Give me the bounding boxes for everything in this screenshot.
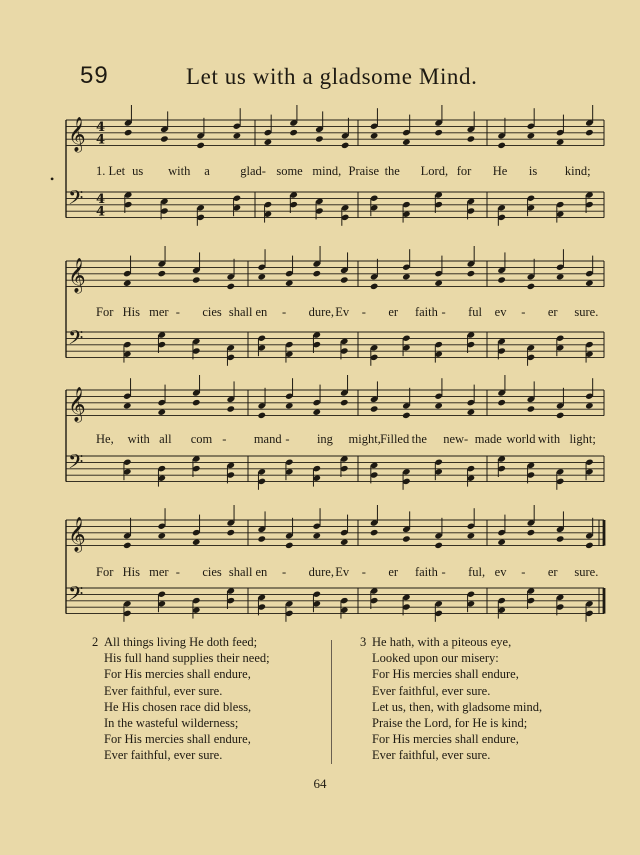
note-head [527,529,536,536]
lyric-syllable: For [96,305,114,319]
time-signature-digit: 4 [96,204,106,220]
lyric-syllable: the [411,432,427,446]
treble-clef-icon: 𝄞 [68,517,86,552]
lyric-syllable: er [547,305,558,319]
verse-2-line: Ever faithful, ever sure. [104,748,223,763]
note-head [226,283,235,290]
verse-2-line: For His mercies shall endure, [104,667,251,682]
page-number: 64 [313,776,327,791]
note-head [192,399,201,406]
lyric-syllable: - [441,565,446,579]
lyric-syllable: us [132,164,144,178]
lyric-syllable: some [276,164,303,178]
bass-clef-icon: 𝄢 [68,326,84,354]
lyric-syllable: all [159,432,172,446]
note-head [467,135,476,142]
lyric-syllable: er [388,305,399,319]
lyric-syllable: mer [149,305,169,319]
lyric-syllable: er [547,565,558,579]
lyric-syllable: cies [202,565,222,579]
note-head [340,276,349,283]
verse-3-line: Ever faithful, ever sure. [372,748,491,763]
verse-3-number: 3 [360,635,367,649]
note-head [497,142,506,149]
lyric-syllable: new- [443,432,469,446]
lyric-syllable: Praise [348,164,380,178]
note-head [124,129,133,136]
lyric-syllable: er [388,565,399,579]
note-head [370,529,379,536]
note-head [556,412,565,419]
lyric-syllable: cies [202,305,222,319]
hymn-number: 59 [80,62,109,89]
lyric-syllable: ev [494,565,507,579]
verse-3-line: He hath, with a piteous eye, [372,635,512,649]
note-head [434,542,443,549]
verse-3-line: Ever faithful, ever sure. [372,683,491,698]
lyric-syllable: - [282,305,287,319]
lyric-syllable: - [521,305,526,319]
note-head [370,283,379,290]
note-head [285,542,294,549]
lyric-syllable: - [521,565,526,579]
lyric-syllable: 1. Let [96,164,126,178]
note-head [289,129,298,136]
lyric-syllable: His [122,305,140,319]
treble-clef-icon: 𝄞 [68,258,86,293]
treble-clef-icon: 𝄞 [68,387,86,422]
note-head [257,535,266,542]
note-head [497,276,506,283]
lyric-syllable: made [474,432,502,446]
lyric-syllable: dure, [308,565,334,579]
note-head [527,405,536,412]
lyric-syllable: mer [149,565,169,579]
lyric-syllable: light; [569,432,596,446]
note-head [312,270,321,277]
verse-2-line: His full hand supplies their need; [104,651,270,666]
note-head [402,412,411,419]
note-head [196,142,205,149]
lyric-syllable: - [175,565,180,579]
lyric-syllable: His [122,565,140,579]
time-signature-digit: 4 [96,120,106,135]
lyric-syllable: dure, [308,305,334,319]
lyric-syllable: ev [494,305,507,319]
verse-2-number: 2 [92,635,99,649]
lyric-syllable: He [492,164,508,178]
verse-2-line: He His chosen race did bless, [104,699,252,714]
verse-3-line: Looked upon our misery: [372,651,499,666]
lyric-syllable: ing [316,432,333,446]
verse-3-line: For His mercies shall endure, [372,732,519,747]
lyric-syllable: sure. [574,565,599,579]
note-head [402,535,411,542]
verse-2-line: In the wasteful wilderness; [104,716,239,731]
note-head [497,399,506,406]
margin-mark: • [50,172,55,186]
bass-clef-icon: 𝄢 [68,186,84,214]
note-head [160,135,169,142]
verse-2-line: Ever faithful, ever sure. [104,683,223,698]
note-head [123,542,132,549]
lyric-syllable: sure. [574,305,599,319]
verse-3-line: Praise the Lord, for He is kind; [372,716,528,731]
verse-3 [360,634,543,764]
lyric-syllable: with [127,432,150,446]
lyric-syllable: might, [348,432,381,446]
note-head [434,129,443,136]
lyric-syllable: He, [96,432,114,446]
verse-2-line: For His mercies shall endure, [104,732,251,747]
lyric-syllable: for [456,164,472,178]
verse-2 [92,634,270,764]
lyric-syllable: en [255,305,268,319]
hymn-title: Let us with a gladsome Mind. [186,64,478,89]
lyric-syllable: Lord, [420,164,449,178]
lyric-syllable: - [361,565,366,579]
note-head [226,529,235,536]
lyric-syllable: For [96,565,114,579]
note-head [257,412,266,419]
lyric-syllable: shall [228,565,253,579]
verse-3-line: For His mercies shall endure, [372,667,519,682]
lyric-syllable: glad- [240,164,266,178]
lyric-syllable: kind; [564,164,591,178]
note-head [370,405,379,412]
note-head [157,270,166,277]
lyric-syllable: - [222,432,227,446]
lyric-syllable: com [190,432,213,446]
lyric-syllable: mand [253,432,282,446]
treble-clef-icon: 𝄞 [68,117,86,152]
lyric-syllable: en [255,565,268,579]
lyric-syllable: ful [468,305,482,319]
lyric-syllable: - [361,305,366,319]
lyric-syllable: mind, [312,164,342,178]
time-signature-digit: 4 [96,192,106,207]
lyric-syllable: Ev [335,305,350,319]
lyric-syllable: faith [414,305,438,319]
bass-clef-icon: 𝄢 [68,450,84,478]
lyric-syllable: Ev [335,565,350,579]
note-head [315,135,324,142]
note-head [527,283,536,290]
lyric-syllable: ful, [468,565,486,579]
note-head [226,405,235,412]
note-head [340,399,349,406]
lyric-syllable: is [528,164,538,178]
lyric-syllable: world [506,432,536,446]
lyric-syllable: Filled [380,432,410,446]
note-head [556,535,565,542]
lyric-syllable: - [441,305,446,319]
lyric-syllable: - [175,305,180,319]
verse-divider [331,640,332,764]
lyric-syllable: - [282,565,287,579]
lyric-syllable: faith [414,565,438,579]
time-signature-digit: 4 [96,132,106,148]
bass-clef-icon: 𝄢 [68,582,84,610]
lyric-syllable: with [168,164,191,178]
verse-2-line: All things living He doth feed; [104,635,258,649]
note-head [467,270,476,277]
lyric-syllable: - [285,432,290,446]
verse-3-line: Let us, then, with gladsome mind, [372,699,543,714]
note-head [585,542,594,549]
note-head [585,129,594,136]
lyric-syllable: shall [228,305,253,319]
lyric-syllable: a [204,164,210,178]
lyric-syllable: with [537,432,561,446]
lyric-syllable: the [384,164,400,178]
note-head [192,276,201,283]
note-head [341,142,350,149]
